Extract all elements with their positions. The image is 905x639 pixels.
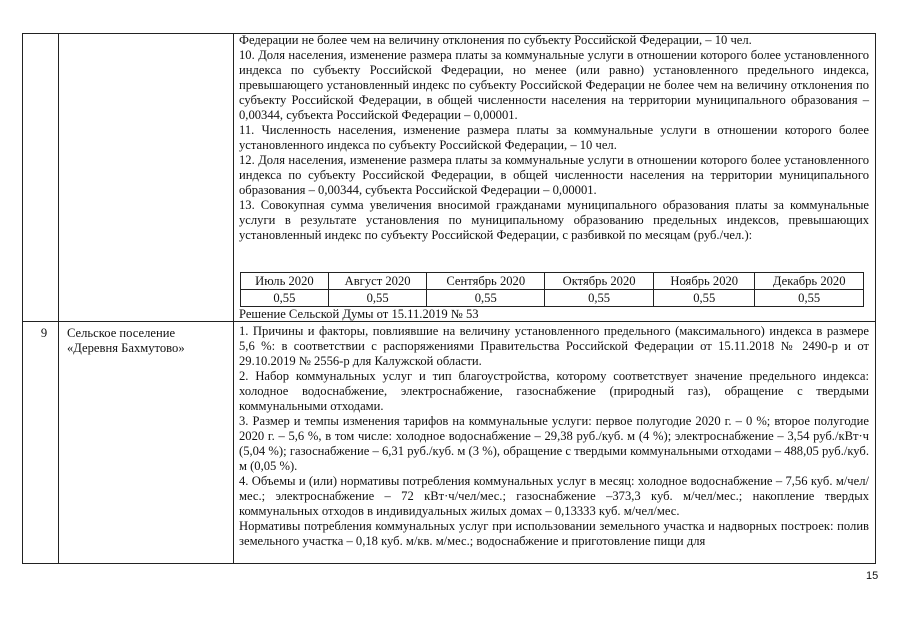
month-header: Август 2020 [328,273,427,290]
paragraph: 13. Совокупная сумма увеличения вносимой гражданами муниципального образования платы за коммунальные услуги в результате установления по муниципальному образованию предельных индексов, превышающих установленный индекс по субъекту Российской Федерации, с разбивкой по месяцам (руб./чел.): [239,198,869,242]
paragraph: 10. Доля населения, изменение размера платы за коммунальные услуги в отношении которого более установленного индекса по субъекту Российской Федерации, но менее (или равно) установленного предельного индекса, превышающего установленный индекс по субъекту Российской Федерации не более чем на величину отклонения по субъекту Российской Федерации, в общей численности населения на территории муниципального образования – 0,00344, субъекта Российской Федерации – 0,00001. [239,48,869,122]
month-value: 0,55 [427,290,545,307]
upper-cell-content [239,33,869,243]
month-value: 0,55 [755,290,864,307]
months-table [240,272,864,307]
paragraph: 4. Объемы и (или) нормативы потребления коммунальных услуг в месяц: холодное водоснабжение – 7,56 куб. м/чел/мес.; электроснабжение – 72 кВт·ч/чел/мес.; газоснабжение –373,3 куб. м/чел/мес.; накопление твердых коммунальных отходов в индивидуальных жилых домах – 0,13333 куб. м/чел/мес. [239,474,869,518]
month-header: Декабрь 2020 [755,273,864,290]
document-table [22,33,876,564]
page-number: 15 [866,570,879,582]
municipality-name: Сельское поселение «Деревня Бахмутово» [67,326,185,355]
paragraph: 3. Размер и темпы изменения тарифов на коммунальные услуги: первое полугодие 2020 г. – 0 %; второе полугодие 2020 г. – 5,6 %, в том числе: холодное водоснабжение – 29,38 руб./куб. м (4 %); электроснабжение – 3,54 руб./кВт·ч (5,04 %); газоснабжение – 6,31 руб./куб. м (3 %), обращение с твердыми коммунальными отходами – 488,05 руб./куб. м (0,05 %). [239,414,869,473]
decision-reference: Решение Сельской Думы от 15.11.2019 № 53 [239,307,479,321]
month-header: Октябрь 2020 [545,273,654,290]
month-header: Сентябрь 2020 [427,273,545,290]
row9-content [239,324,869,549]
month-header: Ноябрь 2020 [654,273,755,290]
column-divider [58,34,59,563]
month-value: 0,55 [328,290,427,307]
paragraph: 1. Причины и факторы, повлиявшие на величину установленного предельного (максимального) индекса в размере 5,6 %: в соответствии с распоряжениями Правительства Российской Федерации от 15.11.2018 № 2490-р и от 29.10.2019 № 2556-р для Калужской области. [239,324,869,368]
month-header: Июль 2020 [241,273,329,290]
month-value: 0,55 [241,290,329,307]
months-value-row [241,290,864,307]
paragraph: Федерации не более чем на величину отклонения по субъекту Российской Федерации, – 10 чел. [239,33,752,47]
month-value: 0,55 [545,290,654,307]
paragraph: Нормативы потребления коммунальных услуг при использовании земельного участка и надворных построек: полив земельного участка – 0,18 куб. м/кв. м/мес.; водоснабжение и приготовление пищи для [239,519,869,548]
month-value: 0,55 [654,290,755,307]
paragraph: 12. Доля населения, изменение размера платы за коммунальные услуги в отношении которого более установленного индекса по субъекту Российской Федерации, в общей численности населения на территории муниципального образования – 0,00344, субъекта Российской Федерации – 0,00001. [239,153,869,197]
column-divider [233,34,234,563]
paragraph: 11. Численность населения, изменение размера платы за коммунальные услуги в отношении которого более установленного индекса по субъекту Российской Федерации, – 10 чел. [239,123,869,152]
months-header-row [241,273,864,290]
row-number: 9 [40,326,48,340]
paragraph: 2. Набор коммунальных услуг и тип благоустройства, которому соответствует значение предельного индекса: холодное водоснабжение, электроснабжение, газоснабжение (природный газ), обращение с твердыми коммунальными отходами. [239,369,869,413]
